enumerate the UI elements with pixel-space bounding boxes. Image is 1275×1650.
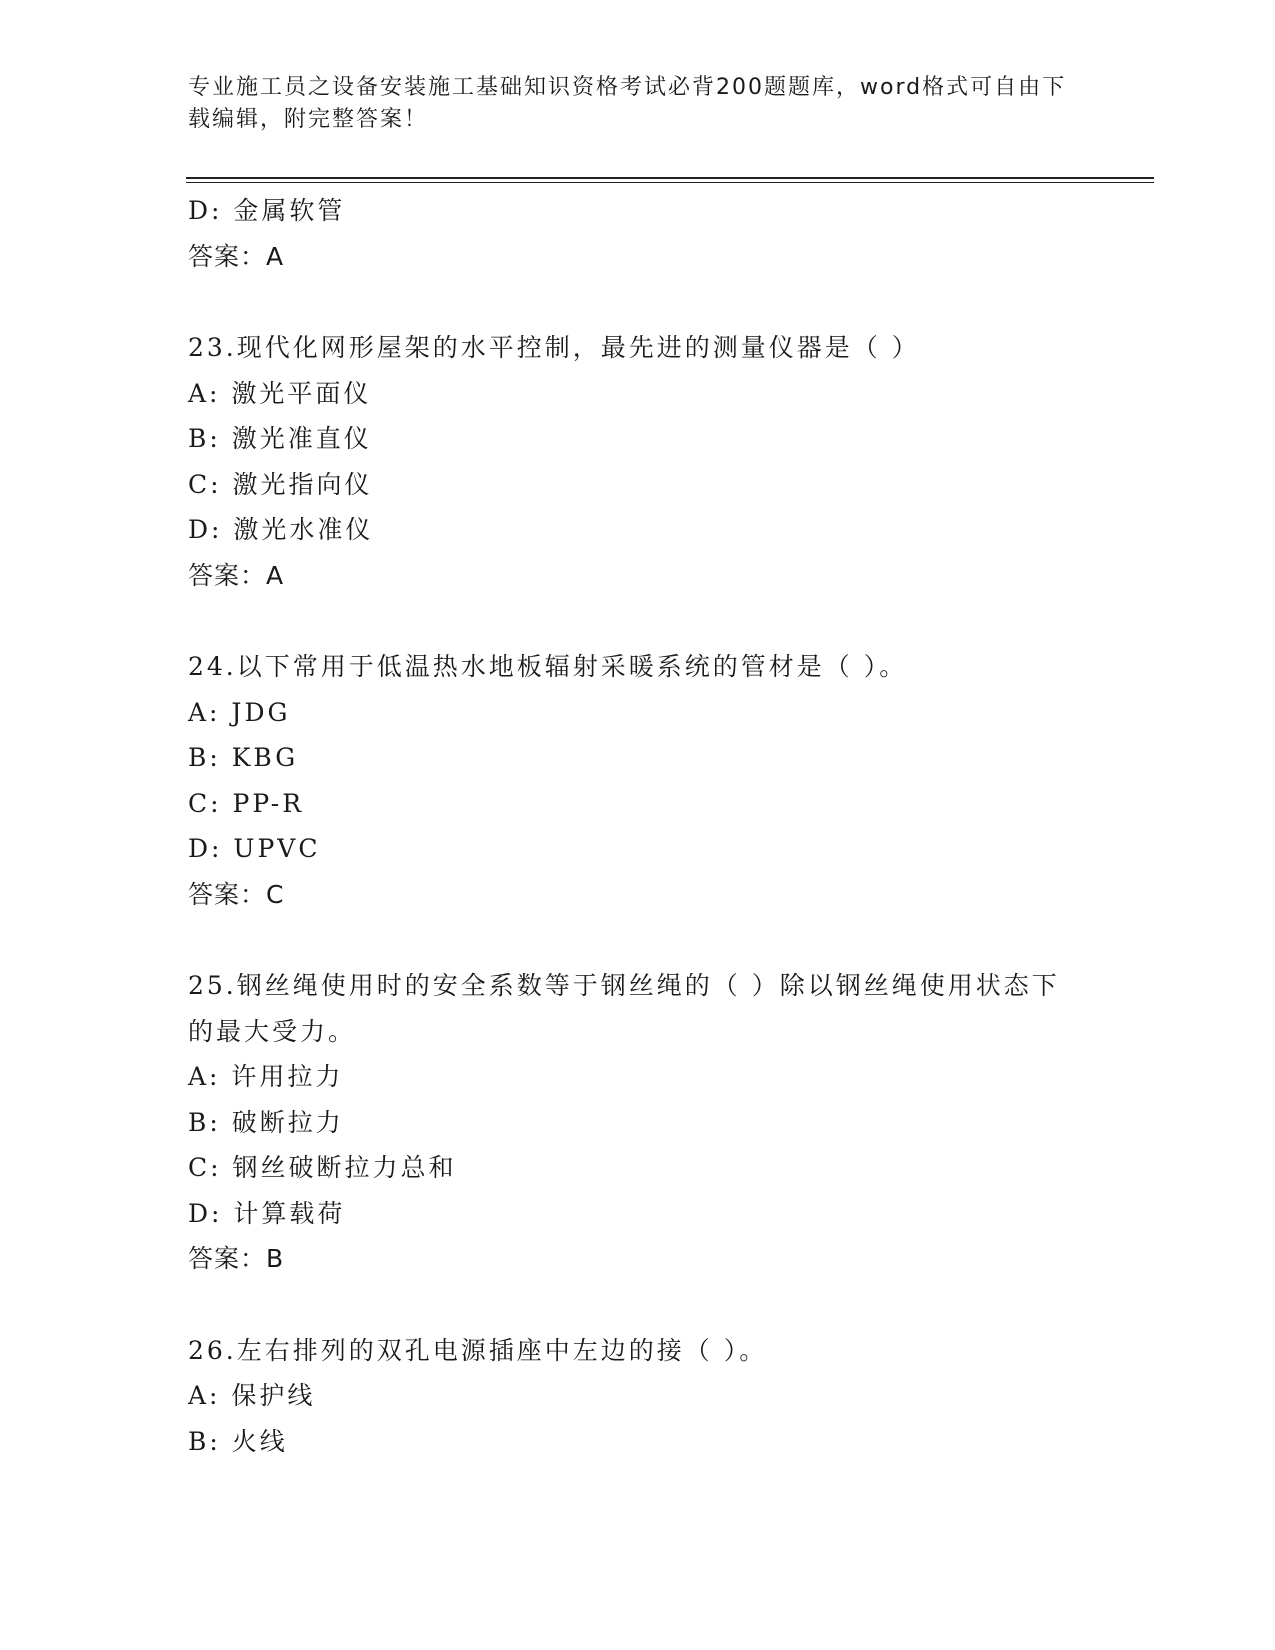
answer-line: 答案：A [188, 560, 285, 590]
option-a: A: 保护线 [188, 1381, 316, 1410]
question-stem: 26.左右排列的双孔电源插座中左边的接（ ）。 [188, 1335, 768, 1365]
document-body [188, 188, 1068, 1464]
option-b: B: 火线 [188, 1426, 288, 1456]
option-d: D: 计算载荷 [188, 1198, 346, 1228]
option-c: C: 钢丝破断拉力总和 [188, 1153, 457, 1182]
option-b: B: 破断拉力 [188, 1107, 344, 1137]
question-22-tail [188, 188, 1068, 279]
option-c: C: PP-R [188, 788, 305, 818]
spacer [188, 917, 1068, 963]
question-23 [188, 325, 1068, 598]
header-rule-thick [186, 177, 1154, 179]
question-25 [188, 963, 1068, 1282]
option-c: C: 激光指向仪 [188, 469, 373, 499]
question-stem: 24.以下常用于低温热水地板辐射采暖系统的管材是（ ）。 [188, 652, 908, 681]
option-d: D: 金属软管 [188, 196, 346, 225]
spacer [188, 279, 1068, 325]
answer-line: 答案：A [188, 241, 285, 271]
option-a: A: 激光平面仪 [188, 378, 372, 408]
header-rule-thin [186, 182, 1154, 183]
option-d: D: UPVC [188, 834, 321, 863]
option-a: A: JDG [188, 697, 291, 727]
answer-line: 答案：C [188, 879, 285, 909]
spacer [188, 1282, 1068, 1328]
option-b: B: KBG [188, 743, 299, 772]
spacer [188, 598, 1068, 644]
document-header: 专业施工员之设备安装施工基础知识资格考试必背200题题库，word格式可自由下载编辑，附完整答案！ [188, 75, 1067, 132]
option-a: A: 许用拉力 [188, 1062, 344, 1091]
option-b: B: 激光准直仪 [188, 424, 372, 453]
option-d: D: 激光水准仪 [188, 515, 374, 544]
question-stem: 25.钢丝绳使用时的安全系数等于钢丝绳的（ ）除以钢丝绳使用状态下的最大受力。 [188, 971, 1060, 1046]
question-26 [188, 1328, 1068, 1465]
question-stem: 23.现代化网形屋架的水平控制，最先进的测量仪器是（ ） [188, 333, 920, 362]
answer-line: 答案：B [188, 1244, 285, 1273]
question-24 [188, 644, 1068, 917]
